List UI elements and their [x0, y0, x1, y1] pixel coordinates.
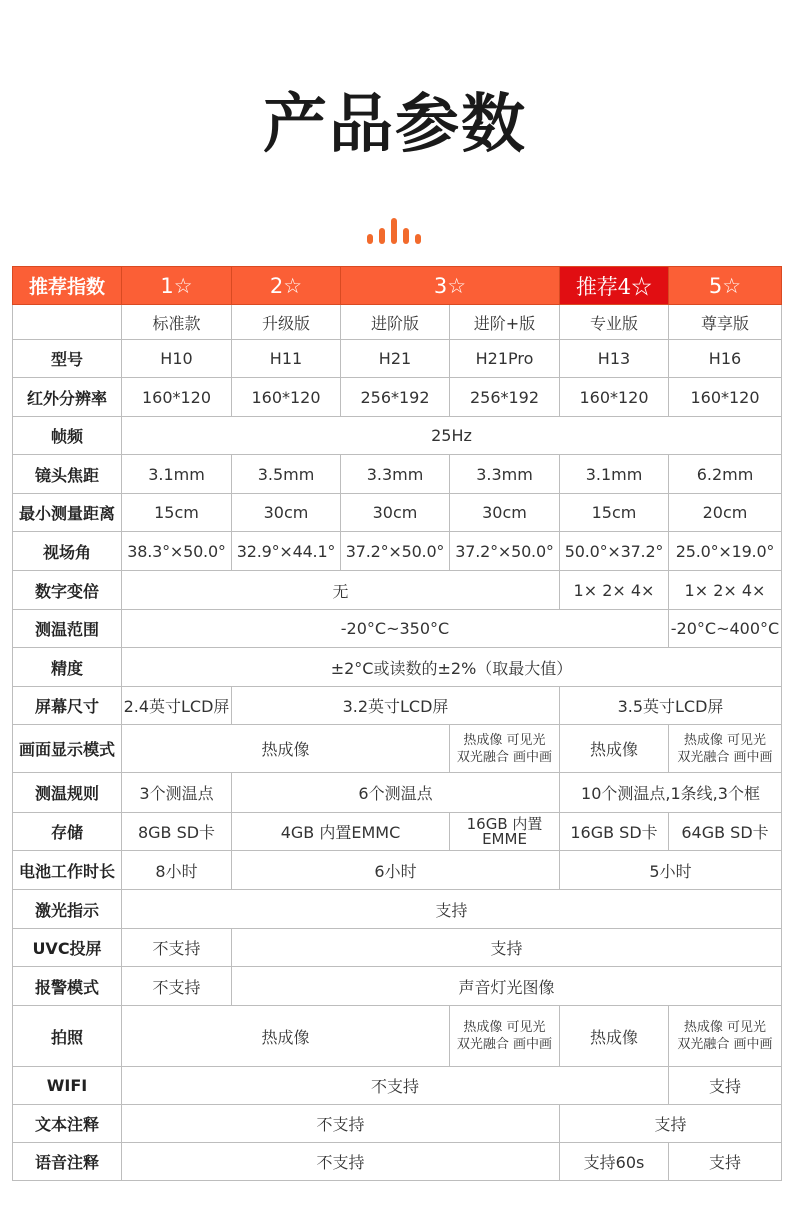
row-label: 数字变倍	[13, 571, 122, 610]
cell: H13	[560, 340, 669, 378]
battery-row	[13, 851, 782, 890]
edition-cell: 标准款	[122, 305, 232, 340]
cell: 热成像 可见光 双光融合 画中画	[669, 725, 782, 773]
cell: 不支持	[122, 1143, 560, 1181]
cell: 不支持	[122, 1067, 669, 1105]
row-label: 红外分辨率	[13, 378, 122, 417]
cell: 3.3mm	[341, 455, 450, 494]
row-label: 镜头焦距	[13, 455, 122, 494]
cell: 5小时	[560, 851, 782, 890]
cell: 4GB 内置EMMC	[232, 813, 450, 851]
cell: 不支持	[122, 929, 232, 967]
cell: 160*120	[560, 378, 669, 417]
cell: H21Pro	[450, 340, 560, 378]
temp-rules-row	[13, 773, 782, 813]
cell: 256*192	[450, 378, 560, 417]
resolution-row	[13, 378, 782, 417]
cell: 50.0°×37.2°	[560, 532, 669, 571]
cell: H21	[341, 340, 450, 378]
cell: 1× 2× 4×	[669, 571, 782, 610]
rating-row	[13, 267, 782, 305]
cell: 30cm	[341, 494, 450, 532]
cell: 3.1mm	[560, 455, 669, 494]
cell: 10个测温点,1条线,3个框	[560, 773, 782, 813]
cell: 160*120	[669, 378, 782, 417]
accuracy-row	[13, 648, 782, 687]
spec-table	[12, 266, 782, 1181]
cell: 热成像	[560, 725, 669, 773]
cell: 支持	[122, 890, 782, 929]
cell: ±2°C或读数的±2%（取最大值）	[122, 648, 782, 687]
row-label: 激光指示	[13, 890, 122, 929]
cell: 30cm	[450, 494, 560, 532]
row-label: UVC投屏	[13, 929, 122, 967]
rating-4-recommended: 推荐4☆	[560, 267, 669, 305]
cell: 6.2mm	[669, 455, 782, 494]
framerate-row	[13, 417, 782, 455]
row-label: 型号	[13, 340, 122, 378]
cell: 热成像	[560, 1006, 669, 1067]
row-label: 最小测量距离	[13, 494, 122, 532]
row-label: 存储	[13, 813, 122, 851]
cell: 16GB 内置 EMME	[450, 813, 560, 851]
cell: H10	[122, 340, 232, 378]
edition-label-empty	[13, 305, 122, 340]
cell: 64GB SD卡	[669, 813, 782, 851]
cell: 30cm	[232, 494, 341, 532]
cell: 8小时	[122, 851, 232, 890]
rating-5: 5☆	[669, 267, 782, 305]
cell: 不支持	[122, 1105, 560, 1143]
edition-cell: 升级版	[232, 305, 341, 340]
row-label: 帧频	[13, 417, 122, 455]
cell: 热成像 可见光 双光融合 画中画	[669, 1006, 782, 1067]
rating-label: 推荐指数	[13, 267, 122, 305]
cell: 38.3°×50.0°	[122, 532, 232, 571]
storage-row	[13, 813, 782, 851]
cell: 8GB SD卡	[122, 813, 232, 851]
photo-row	[13, 1006, 782, 1067]
row-label: 视场角	[13, 532, 122, 571]
edition-cell: 专业版	[560, 305, 669, 340]
cell: 15cm	[122, 494, 232, 532]
fov-row	[13, 532, 782, 571]
cell: 热成像 可见光 双光融合 画中画	[450, 725, 560, 773]
cell: 热成像	[122, 1006, 450, 1067]
zoom-row	[13, 571, 782, 610]
wifi-row	[13, 1067, 782, 1105]
uvc-row	[13, 929, 782, 967]
cell: 支持	[669, 1067, 782, 1105]
temp-range-row	[13, 610, 782, 648]
text-note-row	[13, 1105, 782, 1143]
row-label: 测温范围	[13, 610, 122, 648]
cell: 1× 2× 4×	[560, 571, 669, 610]
screen-row	[13, 687, 782, 725]
cell: 3.3mm	[450, 455, 560, 494]
cell: 支持60s	[560, 1143, 669, 1181]
min-distance-row	[13, 494, 782, 532]
row-label: 屏幕尺寸	[13, 687, 122, 725]
cell: 25Hz	[122, 417, 782, 455]
cell: H11	[232, 340, 341, 378]
cell: 25.0°×19.0°	[669, 532, 782, 571]
cell: 15cm	[560, 494, 669, 532]
rating-2: 2☆	[232, 267, 341, 305]
cell: 3.5英寸LCD屏	[560, 687, 782, 725]
cell: 20cm	[669, 494, 782, 532]
cell: 3.5mm	[232, 455, 341, 494]
cell: -20°C~400°C	[669, 610, 782, 648]
row-label: 语音注释	[13, 1143, 122, 1181]
cell: 3.1mm	[122, 455, 232, 494]
cell: 37.2°×50.0°	[450, 532, 560, 571]
cell: 160*120	[232, 378, 341, 417]
decorative-bars-icon	[367, 214, 427, 244]
rating-1: 1☆	[122, 267, 232, 305]
edition-cell: 进阶+版	[450, 305, 560, 340]
cell: 256*192	[341, 378, 450, 417]
display-mode-row	[13, 725, 782, 773]
model-row	[13, 340, 782, 378]
edition-cell: 尊享版	[669, 305, 782, 340]
cell: 声音灯光图像	[232, 967, 782, 1006]
cell: 6小时	[232, 851, 560, 890]
edition-cell: 进阶版	[341, 305, 450, 340]
page-title: 产品参数	[263, 88, 527, 162]
row-label: 拍照	[13, 1006, 122, 1067]
cell: 160*120	[122, 378, 232, 417]
cell: 无	[122, 571, 560, 610]
cell: 3个测温点	[122, 773, 232, 813]
row-label: 精度	[13, 648, 122, 687]
row-label: 电池工作时长	[13, 851, 122, 890]
cell: 支持	[560, 1105, 782, 1143]
cell: 热成像 可见光 双光融合 画中画	[450, 1006, 560, 1067]
cell: 37.2°×50.0°	[341, 532, 450, 571]
cell: 热成像	[122, 725, 450, 773]
cell: 6个测温点	[232, 773, 560, 813]
edition-row	[13, 305, 782, 340]
laser-row	[13, 890, 782, 929]
cell: 不支持	[122, 967, 232, 1006]
row-label: 报警模式	[13, 967, 122, 1006]
cell: 16GB SD卡	[560, 813, 669, 851]
cell: H16	[669, 340, 782, 378]
alarm-row	[13, 967, 782, 1006]
cell: 32.9°×44.1°	[232, 532, 341, 571]
rating-3: 3☆	[341, 267, 560, 305]
row-label: 文本注释	[13, 1105, 122, 1143]
row-label: 画面显示模式	[13, 725, 122, 773]
cell: 支持	[232, 929, 782, 967]
cell: 2.4英寸LCD屏	[122, 687, 232, 725]
row-label: WIFI	[13, 1067, 122, 1105]
focal-row	[13, 455, 782, 494]
cell: -20°C~350°C	[122, 610, 669, 648]
voice-note-row	[13, 1143, 782, 1181]
row-label: 测温规则	[13, 773, 122, 813]
cell: 3.2英寸LCD屏	[232, 687, 560, 725]
cell: 支持	[669, 1143, 782, 1181]
